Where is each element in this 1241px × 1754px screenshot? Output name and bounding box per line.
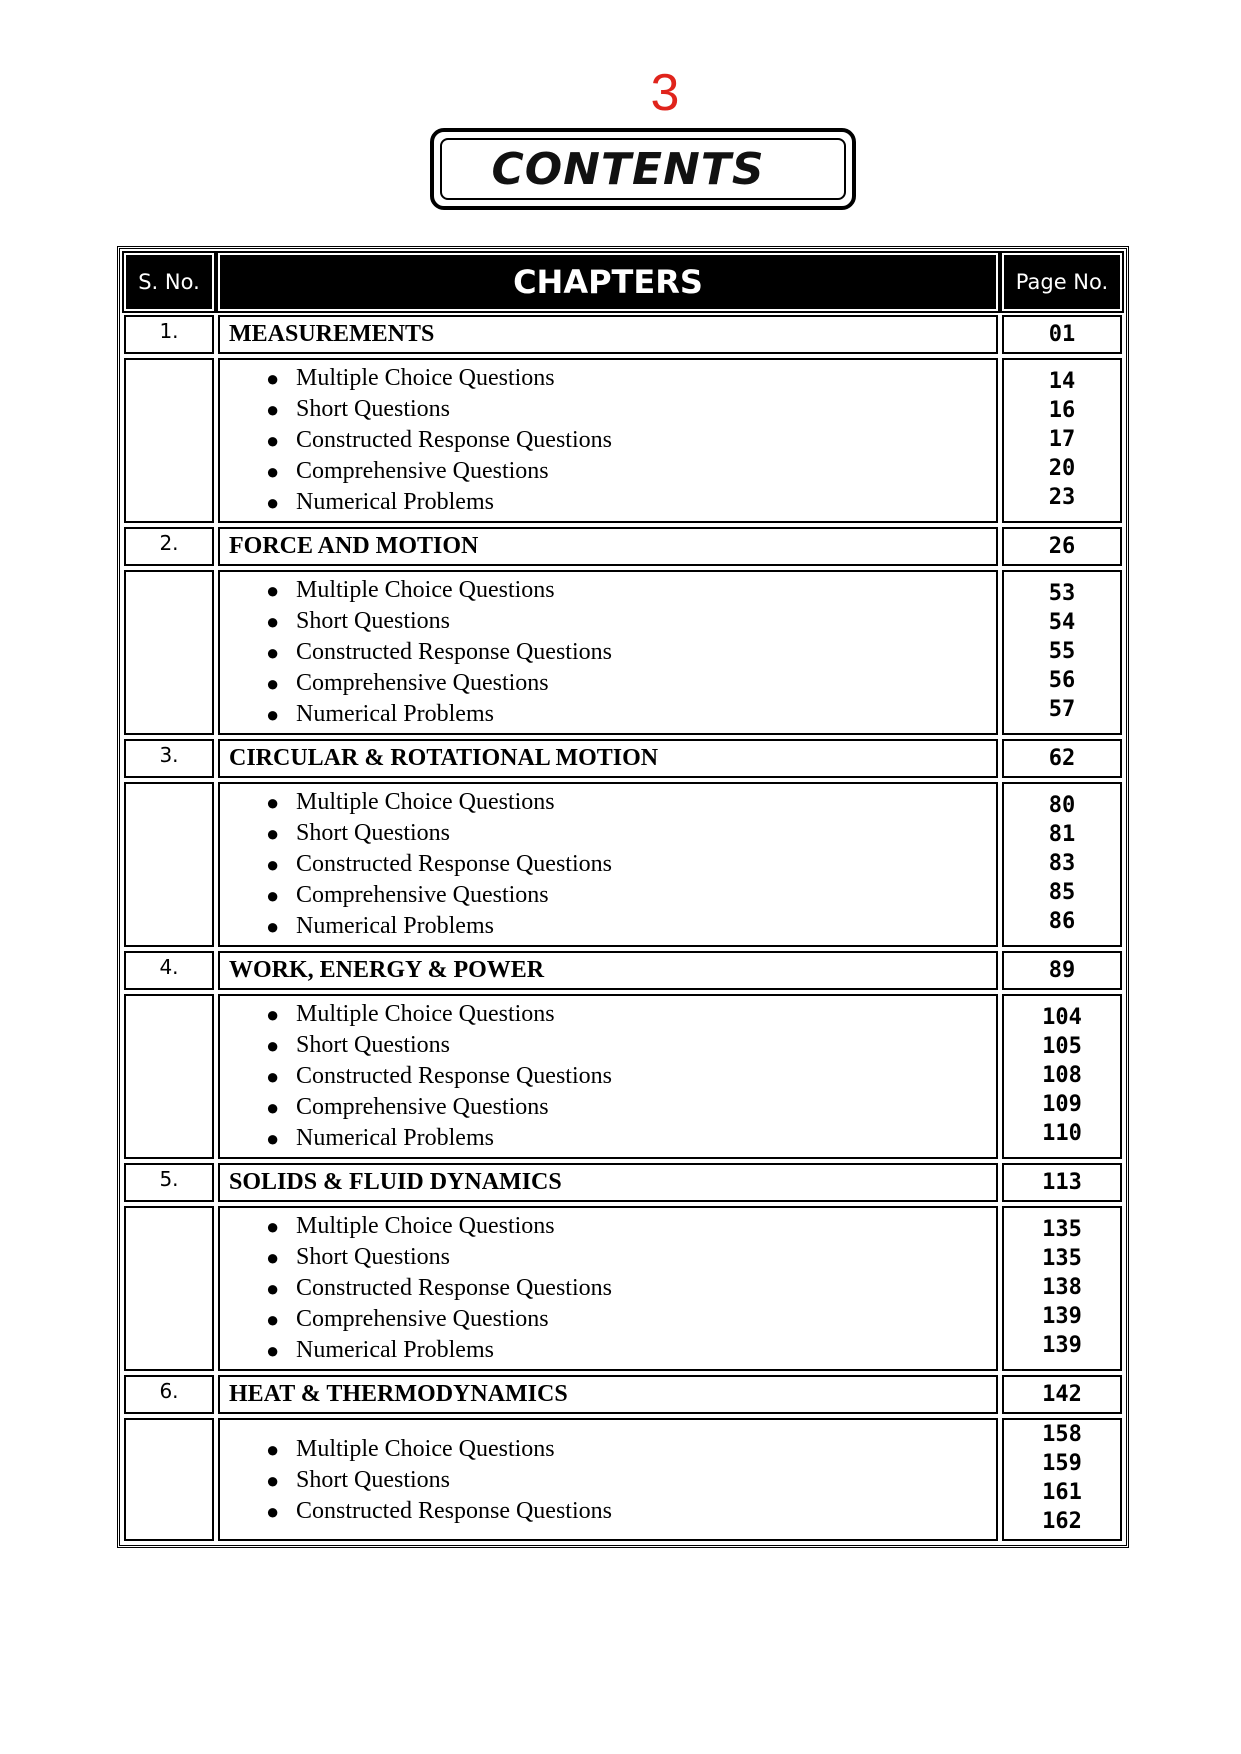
subsection-empty-cell: [124, 994, 214, 1159]
bullet-icon: ●: [266, 459, 280, 484]
bullet-icon: ●: [266, 1276, 280, 1301]
subsection-label: Numerical Problems: [296, 489, 494, 515]
subsection-pages-cell: [1002, 570, 1122, 735]
subsection-list-cell: [218, 782, 998, 947]
chapter-title: WORK, ENERGY & POWER: [218, 951, 998, 990]
header-page-no: Page No.: [1002, 253, 1122, 311]
chapter-row: [124, 739, 1122, 778]
subsection-page-list: [1004, 1208, 1120, 1363]
subsection-page: 83: [1048, 851, 1076, 876]
subsection-list: [220, 1208, 996, 1369]
list-item: [266, 363, 996, 394]
subsection-list: [220, 360, 996, 521]
subsection-label: Numerical Problems: [296, 701, 494, 727]
subsection-page: 135: [1042, 1217, 1082, 1242]
subsection-page: 57: [1048, 697, 1076, 722]
subsection-list: [220, 1420, 996, 1530]
subsection-row: [124, 1206, 1122, 1371]
subsection-label: Comprehensive Questions: [296, 882, 549, 908]
contents-title-inner: [440, 138, 846, 200]
subsection-page: 139: [1042, 1333, 1082, 1358]
subsection-page: 109: [1042, 1092, 1082, 1117]
bullet-icon: ●: [266, 1002, 280, 1027]
subsection-label: Multiple Choice Questions: [296, 1213, 555, 1239]
subsection-label: Constructed Response Questions: [296, 1275, 612, 1301]
subsection-row: [124, 782, 1122, 947]
subsection-label: Short Questions: [296, 1032, 451, 1058]
list-item: [266, 1123, 996, 1154]
subsection-page: 23: [1048, 485, 1076, 510]
subsection-label: Numerical Problems: [296, 913, 494, 939]
bullet-icon: ●: [266, 1468, 280, 1493]
chapter-sno: 2.: [124, 527, 214, 566]
subsection-row: [124, 1418, 1122, 1541]
subsection-list-cell: [218, 570, 998, 735]
subsection-page: 104: [1042, 1005, 1082, 1030]
bullet-icon: ●: [266, 366, 280, 391]
contents-table-body: [124, 315, 1122, 1541]
subsection-label: Constructed Response Questions: [296, 427, 612, 453]
bullet-icon: ●: [266, 1499, 280, 1524]
contents-table: [120, 249, 1126, 1545]
bullet-icon: ●: [266, 1245, 280, 1270]
bullet-icon: ●: [266, 428, 280, 453]
contents-table-frame: [117, 246, 1129, 1548]
subsection-list-cell: [218, 994, 998, 1159]
list-item: [266, 1465, 996, 1496]
subsection-empty-cell: [124, 782, 214, 947]
list-item: [266, 1335, 996, 1366]
list-item: [266, 1061, 996, 1092]
list-item: [266, 456, 996, 487]
list-item: [266, 1092, 996, 1123]
subsection-page: 159: [1042, 1451, 1082, 1476]
bullet-icon: ●: [266, 1126, 280, 1151]
chapter-title: CIRCULAR & ROTATIONAL MOTION: [218, 739, 998, 778]
subsection-row: [124, 358, 1122, 523]
subsection-label: Comprehensive Questions: [296, 670, 549, 696]
bullet-icon: ●: [266, 397, 280, 422]
bullet-icon: ●: [266, 852, 280, 877]
subsection-list-cell: [218, 1418, 998, 1541]
contents-title: CONTENTS: [491, 143, 765, 195]
subsection-empty-cell: [124, 1418, 214, 1541]
header-chapters: CHAPTERS: [218, 253, 998, 311]
list-item: [266, 637, 996, 668]
subsection-label: Multiple Choice Questions: [296, 1001, 555, 1027]
subsection-page-list: [1004, 360, 1120, 515]
list-item: [266, 1242, 996, 1273]
subsection-page: 85: [1048, 880, 1076, 905]
chapter-page: 01: [1002, 315, 1122, 354]
chapter-title: MEASUREMENTS: [218, 315, 998, 354]
list-item: [266, 606, 996, 637]
bullet-icon: ●: [266, 1437, 280, 1462]
subsection-label: Constructed Response Questions: [296, 639, 612, 665]
chapter-title: SOLIDS & FLUID DYNAMICS: [218, 1163, 998, 1202]
subsection-empty-cell: [124, 1206, 214, 1371]
subsection-page: 81: [1048, 822, 1076, 847]
subsection-page: 139: [1042, 1304, 1082, 1329]
bullet-icon: ●: [266, 883, 280, 908]
bullet-icon: ●: [266, 490, 280, 515]
subsection-page: 138: [1042, 1275, 1082, 1300]
subsection-label: Comprehensive Questions: [296, 1306, 549, 1332]
chapter-row: [124, 1163, 1122, 1202]
list-item: [266, 668, 996, 699]
bullet-icon: ●: [266, 1095, 280, 1120]
subsection-label: Multiple Choice Questions: [296, 365, 555, 391]
list-item: [266, 1304, 996, 1335]
list-item: [266, 1030, 996, 1061]
bullet-icon: ●: [266, 821, 280, 846]
subsection-page: 86: [1048, 909, 1076, 934]
bullet-icon: ●: [266, 1064, 280, 1089]
subsection-label: Multiple Choice Questions: [296, 1436, 555, 1462]
subsection-list: [220, 784, 996, 945]
subsection-label: Short Questions: [296, 396, 451, 422]
bullet-icon: ●: [266, 702, 280, 727]
chapter-row: [124, 1375, 1122, 1414]
list-item: [266, 1211, 996, 1242]
bullet-icon: ●: [266, 1338, 280, 1363]
subsection-page: 161: [1042, 1480, 1082, 1505]
list-item: [266, 1434, 996, 1465]
bullet-icon: ●: [266, 1033, 280, 1058]
subsection-row: [124, 994, 1122, 1159]
subsection-empty-cell: [124, 358, 214, 523]
subsection-label: Constructed Response Questions: [296, 851, 612, 877]
subsection-page: 110: [1042, 1121, 1082, 1146]
subsection-page: 54: [1048, 610, 1076, 635]
subsection-page: 55: [1048, 639, 1076, 664]
bullet-icon: ●: [266, 578, 280, 603]
subsection-page: 16: [1048, 398, 1076, 423]
subsection-page-list: [1004, 1420, 1120, 1539]
subsection-row: [124, 570, 1122, 735]
list-item: [266, 394, 996, 425]
chapter-sno: 3.: [124, 739, 214, 778]
list-item: [266, 1496, 996, 1527]
list-item: [266, 999, 996, 1030]
bullet-icon: ●: [266, 1214, 280, 1239]
chapter-page: 113: [1002, 1163, 1122, 1202]
list-item: [266, 575, 996, 606]
chapter-sno: 6.: [124, 1375, 214, 1414]
chapter-sno: 5.: [124, 1163, 214, 1202]
subsection-pages-cell: [1002, 358, 1122, 523]
list-item: [266, 787, 996, 818]
subsection-pages-cell: [1002, 782, 1122, 947]
chapter-sno: 4.: [124, 951, 214, 990]
subsection-label: Numerical Problems: [296, 1125, 494, 1151]
list-item: [266, 849, 996, 880]
page-number: 3: [650, 64, 680, 122]
chapter-row: [124, 951, 1122, 990]
subsection-pages-cell: [1002, 994, 1122, 1159]
subsection-page: 108: [1042, 1063, 1082, 1088]
chapter-row: [124, 527, 1122, 566]
bullet-icon: ●: [266, 790, 280, 815]
subsection-pages-cell: [1002, 1418, 1122, 1541]
bullet-icon: ●: [266, 914, 280, 939]
chapter-page: 142: [1002, 1375, 1122, 1414]
subsection-label: Multiple Choice Questions: [296, 577, 555, 603]
list-item: [266, 487, 996, 518]
subsection-page: 56: [1048, 668, 1076, 693]
list-item: [266, 425, 996, 456]
table-header-row: [124, 253, 1122, 311]
chapter-title: HEAT & THERMODYNAMICS: [218, 1375, 998, 1414]
chapter-page: 62: [1002, 739, 1122, 778]
subsection-page: 158: [1042, 1422, 1082, 1447]
subsection-list: [220, 996, 996, 1157]
subsection-page-list: [1004, 572, 1120, 727]
subsection-label: Short Questions: [296, 608, 451, 634]
chapter-page: 26: [1002, 527, 1122, 566]
subsection-page: 162: [1042, 1509, 1082, 1534]
subsection-page: 135: [1042, 1246, 1082, 1271]
subsection-label: Multiple Choice Questions: [296, 789, 555, 815]
subsection-label: Constructed Response Questions: [296, 1063, 612, 1089]
subsection-label: Constructed Response Questions: [296, 1498, 612, 1524]
subsection-list-cell: [218, 1206, 998, 1371]
chapter-page: 89: [1002, 951, 1122, 990]
subsection-pages-cell: [1002, 1206, 1122, 1371]
subsection-page: 14: [1048, 369, 1076, 394]
subsection-page-list: [1004, 784, 1120, 939]
bullet-icon: ●: [266, 1307, 280, 1332]
subsection-label: Short Questions: [296, 820, 451, 846]
list-item: [266, 818, 996, 849]
subsection-page: 80: [1048, 793, 1076, 818]
list-item: [266, 880, 996, 911]
bullet-icon: ●: [266, 640, 280, 665]
subsection-page: 53: [1048, 581, 1076, 606]
chapter-title: FORCE AND MOTION: [218, 527, 998, 566]
subsection-label: Short Questions: [296, 1467, 451, 1493]
subsection-empty-cell: [124, 570, 214, 735]
bullet-icon: ●: [266, 671, 280, 696]
subsection-list-cell: [218, 358, 998, 523]
subsection-label: Numerical Problems: [296, 1337, 494, 1363]
subsection-page-list: [1004, 996, 1120, 1151]
header-sno: S. No.: [124, 253, 214, 311]
list-item: [266, 1273, 996, 1304]
chapter-sno: 1.: [124, 315, 214, 354]
subsection-page: 17: [1048, 427, 1076, 452]
list-item: [266, 911, 996, 942]
contents-title-box: [430, 128, 856, 210]
bullet-icon: ●: [266, 609, 280, 634]
chapter-row: [124, 315, 1122, 354]
subsection-list: [220, 572, 996, 733]
subsection-page: 20: [1048, 456, 1076, 481]
subsection-label: Comprehensive Questions: [296, 458, 549, 484]
list-item: [266, 699, 996, 730]
subsection-page: 105: [1042, 1034, 1082, 1059]
subsection-label: Short Questions: [296, 1244, 451, 1270]
subsection-label: Comprehensive Questions: [296, 1094, 549, 1120]
